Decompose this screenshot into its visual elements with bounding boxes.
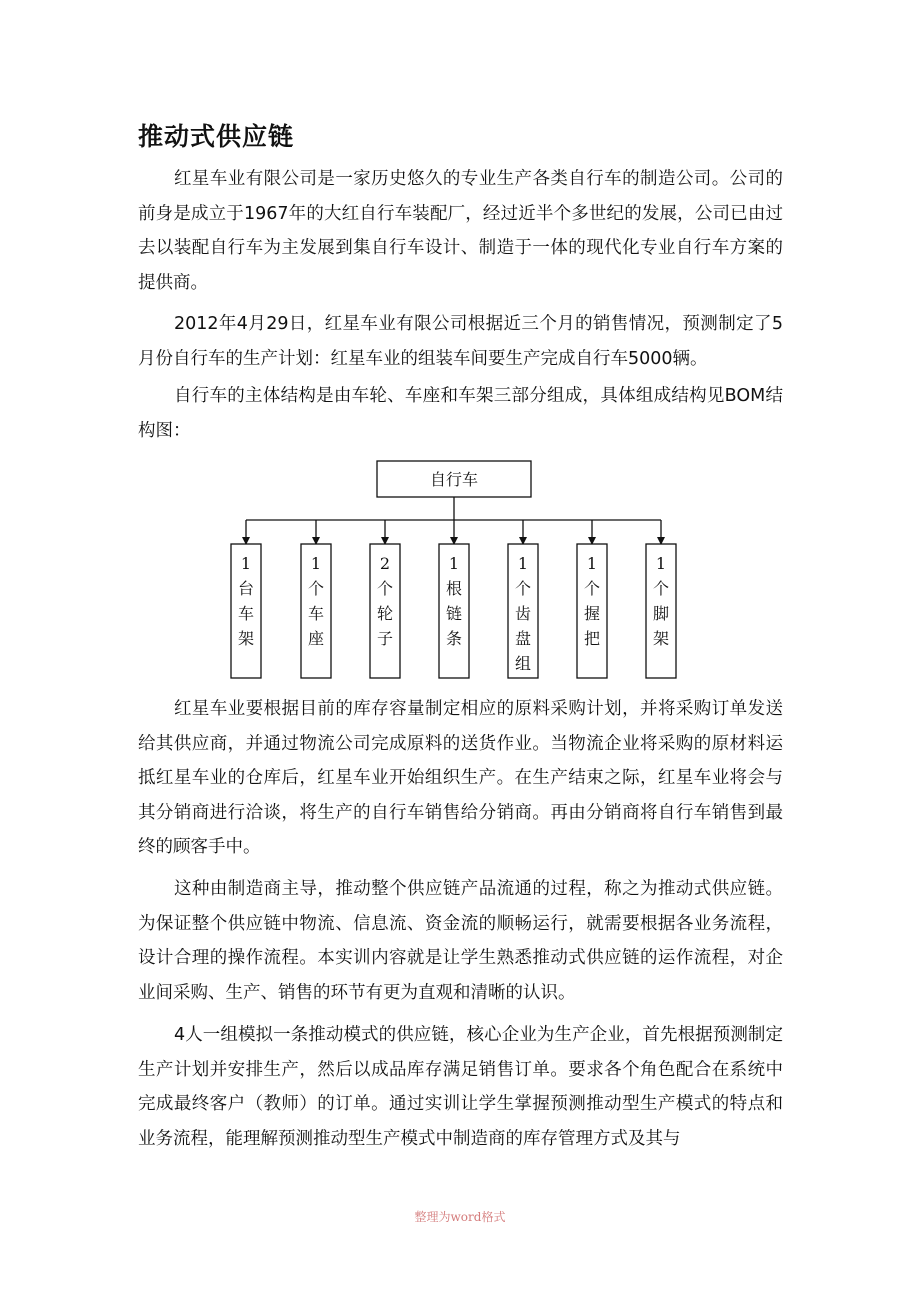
bom-root-label: 自行车 [429, 470, 479, 489]
bom-component-char: 台 [237, 579, 255, 598]
bom-component-char: 条 [445, 629, 463, 648]
paragraph-procurement: 红星车业要根据目前的库存容量制定相应的原料采购计划，并将采购订单发送给其供应商，并通过物流公司完成原料的送货作业。当物流企业将采购的原材料运抵红星车业的仓库后，红星车业开始组织生产。在生产结束之际，红星车业将会与其分销商进行洽谈，将生产的自行车销售给分销商。再由分销商将自行车销售到最终的顾客手中。 [138, 699, 783, 857]
bom-component-char: 架 [237, 629, 255, 648]
bom-component-char: 1 [310, 554, 322, 573]
bom-component-char: 把 [583, 629, 601, 648]
paragraph-company-intro: 红星车业有限公司是一家历史悠久的专业生产各类自行车的制造公司。公司的前身是成立于1967年的大红自行车装配厂，经过近半个多世纪的发展，公司已由过去以装配自行车为主发展到集自行车设计、制造于一体的现代化专业自行车方案的提供商。 [138, 169, 783, 293]
bom-component-char: 架 [652, 629, 670, 648]
paragraph-production-plan: 2012年4月29日，红星车业有限公司根据近三个月的销售情况，预测制定了5月份自行车的生产计划：红星车业的组装车间要生产完成自行车5000辆。 [138, 314, 783, 369]
bom-component-char: 1 [240, 554, 252, 573]
bom-component-char: 组 [514, 654, 532, 673]
bom-component-char: 链 [445, 604, 463, 623]
bom-component-char: 齿 [514, 604, 532, 623]
paragraph-bom-intro: 自行车的主体结构是由车轮、车座和车架三部分组成，具体组成结构见BOM结构图： [138, 386, 783, 441]
bom-children [231, 520, 676, 678]
bom-component-char: 盘 [514, 629, 532, 648]
bom-component-char: 个 [376, 579, 394, 598]
paragraph-training-task: 4人一组模拟一条推动模式的供应链，核心企业为生产企业，首先根据预测制定生产计划并安排生产，然后以成品库存满足销售订单。要求各个角色配合在系统中完成最终客户（教师）的订单。通过实训让学生掌握预测推动型生产模式的特点和业务流程，能理解预测推动型生产模式中制造商的库存管理方式及其与 [138, 1025, 783, 1149]
bom-component-char: 脚 [652, 604, 670, 623]
bom-component-char: 轮 [376, 604, 394, 623]
bom-component-char: 子 [376, 629, 394, 648]
page-title: 推动式供应链 [138, 122, 295, 151]
bom-component-char: 握 [583, 604, 601, 623]
bom-component-char: 个 [307, 579, 325, 598]
bom-component-char: 根 [445, 579, 463, 598]
bom-component-char: 1 [586, 554, 598, 573]
bom-component-char: 车 [237, 604, 255, 623]
bom-component-char: 1 [448, 554, 460, 573]
paragraph-push-chain-definition: 这种由制造商主导，推动整个供应链产品流通的过程，称之为推动式供应链。为保证整个供应链中物流、信息流、资金流的顺畅运行，就需要根据各业务流程，设计合理的操作流程。本实训内容就是让学生熟悉推动式供应链的运作流程，对企业间采购、生产、销售的环节有更为直观和清晰的认识。 [138, 879, 783, 1003]
bom-component-char: 2 [379, 554, 391, 573]
bom-component-char: 车 [307, 604, 325, 623]
bom-component-char: 个 [652, 579, 670, 598]
bom-component-char: 座 [307, 629, 325, 648]
bom-component-char: 1 [655, 554, 667, 573]
bom-component-char: 个 [583, 579, 601, 598]
footer-note: 整理为word格式 [414, 1210, 506, 1224]
bom-component-char: 1 [517, 554, 529, 573]
bom-component-char: 个 [514, 579, 532, 598]
